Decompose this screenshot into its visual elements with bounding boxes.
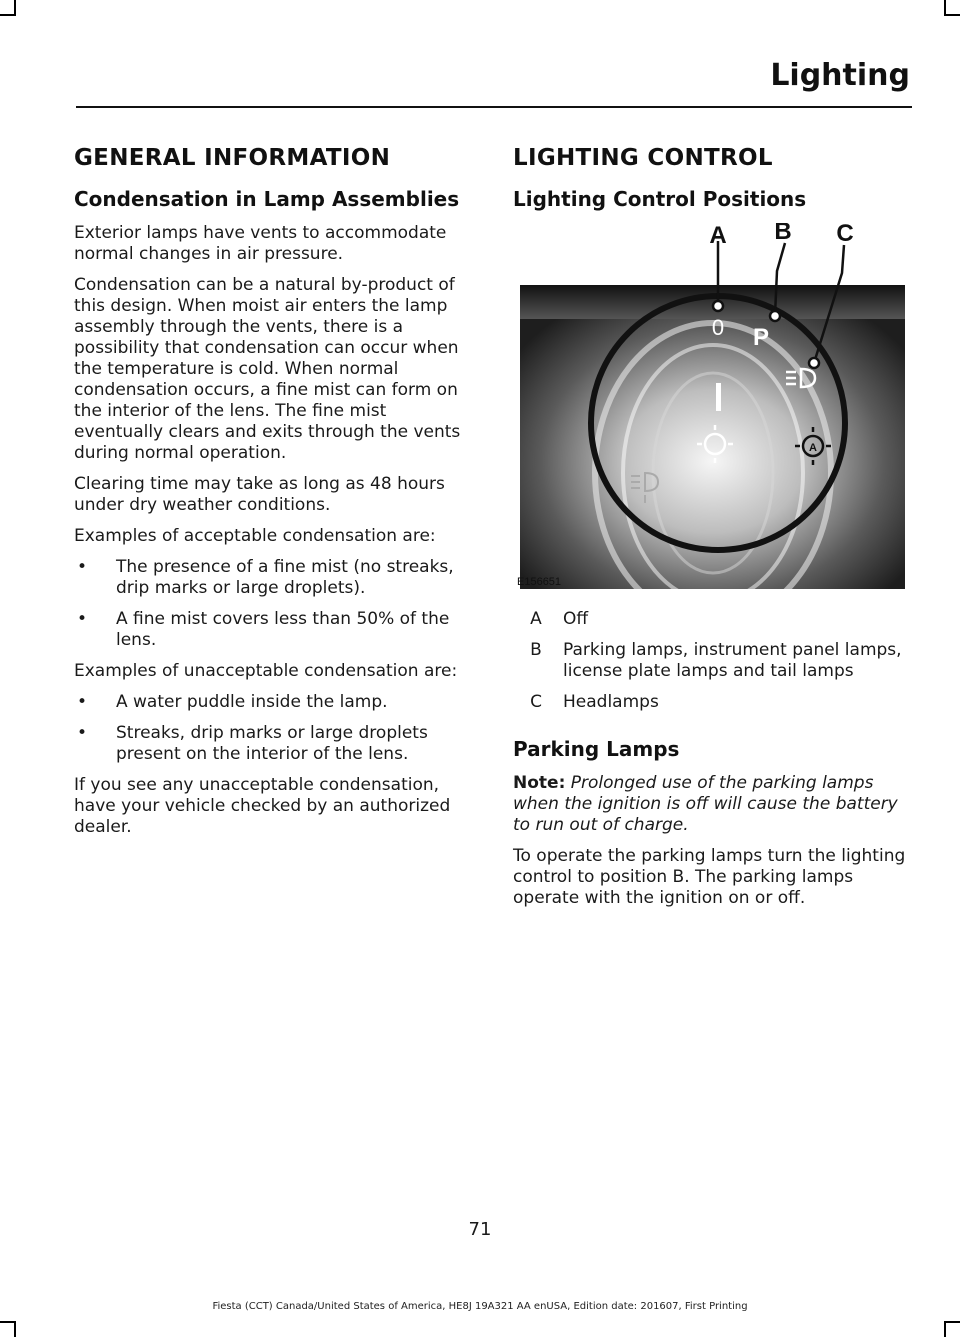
list-item: • The presence of a fine mist (no streaks, drip marks or large droplets). <box>74 557 474 599</box>
section-title: Lighting <box>770 58 910 93</box>
list-item: • Streaks, drip marks or large droplets present on the interior of the lens. <box>74 723 474 765</box>
parking-lamps-subheading: Parking Lamps <box>513 737 680 761</box>
callout-dot-b <box>770 311 780 321</box>
note-paragraph <box>513 773 913 836</box>
note-text: Prolonged use of the parking lamps when the ignition is off will cause the battery to run out of charge. <box>513 773 898 835</box>
right-column <box>513 145 913 919</box>
legend-row <box>513 609 913 630</box>
callout-dot-c <box>809 358 819 368</box>
page-number: 71 <box>468 1219 492 1240</box>
note-label: Note: <box>513 773 566 793</box>
crop-mark <box>944 14 960 16</box>
crop-mark <box>944 0 946 16</box>
legend-key: A <box>530 609 542 629</box>
photo-top-band <box>520 285 905 319</box>
paragraph: Exterior lamps have vents to accommodate normal changes in air pressure. <box>74 223 447 264</box>
left-column <box>74 145 474 848</box>
crop-mark <box>14 1321 16 1337</box>
footer-text: Fiesta (CCT) Canada/United States of America, HE8J 19A321 AA enUSA, Edition date: 201607, First Printing <box>212 1301 748 1312</box>
unacceptable-list <box>74 692 474 765</box>
paragraph: Examples of acceptable condensation are: <box>74 526 436 546</box>
position-indicator-icon <box>716 383 721 411</box>
crop-mark <box>944 1321 946 1337</box>
callout-c-label: C <box>836 223 854 247</box>
auto-symbol: A <box>809 442 817 454</box>
lighting-control-heading: LIGHTING CONTROL <box>513 145 773 171</box>
paragraph: Examples of unacceptable condensation are: <box>74 661 458 681</box>
lighting-control-figure <box>513 223 905 589</box>
legend-value: Off <box>563 609 589 629</box>
callout-a-label: A <box>709 223 727 249</box>
figure-id: E156651 <box>517 576 562 588</box>
paragraph: If you see any unacceptable condensation, have your vehicle checked by an authorized dealer. <box>74 775 451 837</box>
callout-b-label: B <box>774 223 792 245</box>
paragraph: To operate the parking lamps turn the lighting control to position B. The parking lamps operate with the ignition on or off. <box>513 846 906 908</box>
position-legend <box>513 609 913 713</box>
paragraph: Condensation can be a natural by-product of this design. When moist air enters the lamp assembly through the vents, there is a possibility that condensation can occur when the temperature is cold. When normal condensation occurs, a fine mist can form on the interior of the lens. The fine mist eventually clears and exits through the vents during normal operation. <box>74 275 461 463</box>
lighting-control-positions-subheading: Lighting Control Positions <box>513 187 807 211</box>
header-rule <box>76 106 912 108</box>
condensation-subheading: Condensation in Lamp Assemblies <box>74 187 460 211</box>
paragraph: Clearing time may take as long as 48 hours under dry weather conditions. <box>74 474 445 515</box>
legend-row <box>513 692 913 713</box>
list-item: • A fine mist covers less than 50% of the lens. <box>74 609 474 651</box>
list-item: • A water puddle inside the lamp. <box>74 692 474 713</box>
parking-symbol: P <box>752 324 770 351</box>
crop-mark <box>14 0 16 16</box>
lighting-control-illustration <box>513 223 905 589</box>
legend-value: Parking lamps, instrument panel lamps, license plate lamps and tail lamps <box>563 640 902 681</box>
off-symbol: 0 <box>711 315 725 340</box>
legend-key: C <box>530 692 542 712</box>
general-information-heading: GENERAL INFORMATION <box>74 145 391 171</box>
legend-row <box>513 640 913 682</box>
acceptable-list <box>74 557 474 651</box>
legend-key: B <box>530 640 542 660</box>
crop-mark <box>944 1321 960 1323</box>
callout-dot-a <box>713 301 723 311</box>
legend-value: Headlamps <box>563 692 659 712</box>
